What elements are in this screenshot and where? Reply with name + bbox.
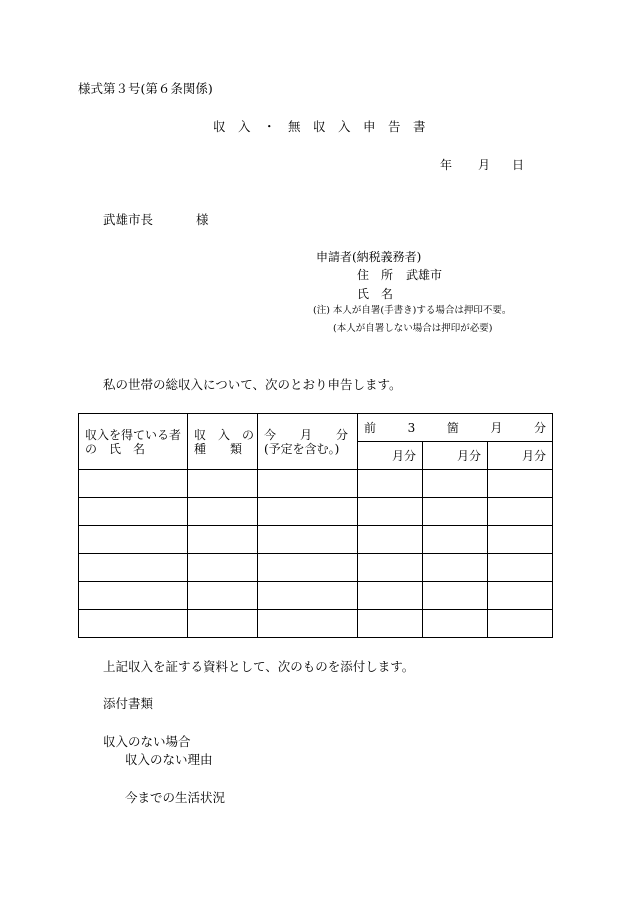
header-prev-three-months	[358, 414, 553, 442]
table-cell[interactable]	[258, 498, 358, 526]
living-situation: 今までの生活状況	[125, 790, 226, 805]
table-cell[interactable]	[258, 610, 358, 638]
name-label: 氏 名	[357, 287, 394, 301]
page-title: 収 入 ・ 無 収 入 申 告 書	[213, 119, 426, 134]
attach-statement: 上記収入を証する資料として、次のものを添付します。	[103, 659, 415, 674]
header-prev-char-4: 月	[490, 420, 503, 435]
table-row	[79, 526, 553, 554]
applicant-heading: 申請者(納税義務者)	[316, 250, 422, 264]
no-income-heading: 収入のない場合	[103, 734, 191, 749]
form-number: 様式第３号(第６条関係)	[78, 81, 213, 96]
header-earner-name	[79, 414, 188, 470]
table-cell[interactable]	[188, 526, 258, 554]
header-prev-char-1: 前	[364, 420, 377, 435]
table-cell[interactable]	[358, 470, 423, 498]
header-earner-line1: 収入を得ている者	[85, 427, 182, 442]
header-type-line1: 収 入 の	[194, 427, 255, 442]
table-cell[interactable]	[488, 526, 553, 554]
month-cell-2: 月分	[423, 442, 488, 470]
address-label: 住 所	[357, 268, 394, 282]
table-cell[interactable]	[79, 554, 188, 582]
table-cell[interactable]	[79, 526, 188, 554]
table-cell[interactable]	[423, 554, 488, 582]
table-cell[interactable]	[488, 470, 553, 498]
table-cell[interactable]	[188, 582, 258, 610]
table-row	[79, 470, 553, 498]
table-cell[interactable]	[423, 610, 488, 638]
address-value: 武雄市	[406, 268, 443, 282]
seal-note-2: (本人が自署しない場合は押印が必要)	[333, 323, 493, 334]
table-cell[interactable]	[358, 610, 423, 638]
month-cell-1: 月分	[358, 442, 423, 470]
header-prev-char-2: 3	[407, 420, 416, 435]
table-cell[interactable]	[188, 470, 258, 498]
table-cell[interactable]	[423, 470, 488, 498]
table-cell[interactable]	[488, 582, 553, 610]
table-cell[interactable]	[258, 582, 358, 610]
table-cell[interactable]	[188, 498, 258, 526]
table-cell[interactable]	[358, 526, 423, 554]
table-row	[79, 610, 553, 638]
no-income-reason: 収入のない理由	[125, 752, 213, 767]
seal-note-1: (注) 本人が自署(手書き)する場合は押印不要。	[313, 305, 512, 316]
table-cell[interactable]	[358, 498, 423, 526]
header-prev-char-3: 箇	[446, 420, 459, 435]
table-cell[interactable]	[358, 554, 423, 582]
table-cell[interactable]	[488, 498, 553, 526]
table-cell[interactable]	[79, 582, 188, 610]
table-row	[79, 498, 553, 526]
intro-statement: 私の世帯の総収入について、次のとおり申告します。	[103, 377, 402, 392]
header-prev-char-5: 分	[534, 420, 547, 435]
addressee-mayor: 武雄市長	[103, 212, 154, 227]
table-cell[interactable]	[258, 554, 358, 582]
table-cell[interactable]	[258, 470, 358, 498]
date-month-label: 月	[478, 158, 491, 172]
table-cell[interactable]	[79, 470, 188, 498]
header-earner-line2: の 氏 名	[85, 441, 146, 456]
header-current-line1: 今 月 分	[264, 427, 349, 442]
header-current-month	[258, 414, 358, 470]
month-cell-3: 月分	[488, 442, 553, 470]
table-cell[interactable]	[188, 610, 258, 638]
table-cell[interactable]	[488, 554, 553, 582]
table-cell[interactable]	[358, 582, 423, 610]
table-cell[interactable]	[423, 582, 488, 610]
table-cell[interactable]	[79, 610, 188, 638]
income-table	[78, 413, 553, 638]
table-cell[interactable]	[258, 526, 358, 554]
header-type-line2: 種 類	[194, 441, 243, 456]
table-cell[interactable]	[488, 610, 553, 638]
attach-heading: 添付書類	[103, 696, 154, 711]
table-cell[interactable]	[79, 498, 188, 526]
table-row	[79, 554, 553, 582]
header-income-type	[188, 414, 258, 470]
table-row	[79, 582, 553, 610]
date-day-label: 日	[512, 158, 525, 172]
header-current-line2: (予定を含む。)	[264, 441, 340, 456]
table-cell[interactable]	[188, 554, 258, 582]
addressee-honorific: 様	[196, 212, 209, 227]
table-cell[interactable]	[423, 498, 488, 526]
table-cell[interactable]	[423, 526, 488, 554]
date-year-label: 年	[440, 158, 453, 172]
